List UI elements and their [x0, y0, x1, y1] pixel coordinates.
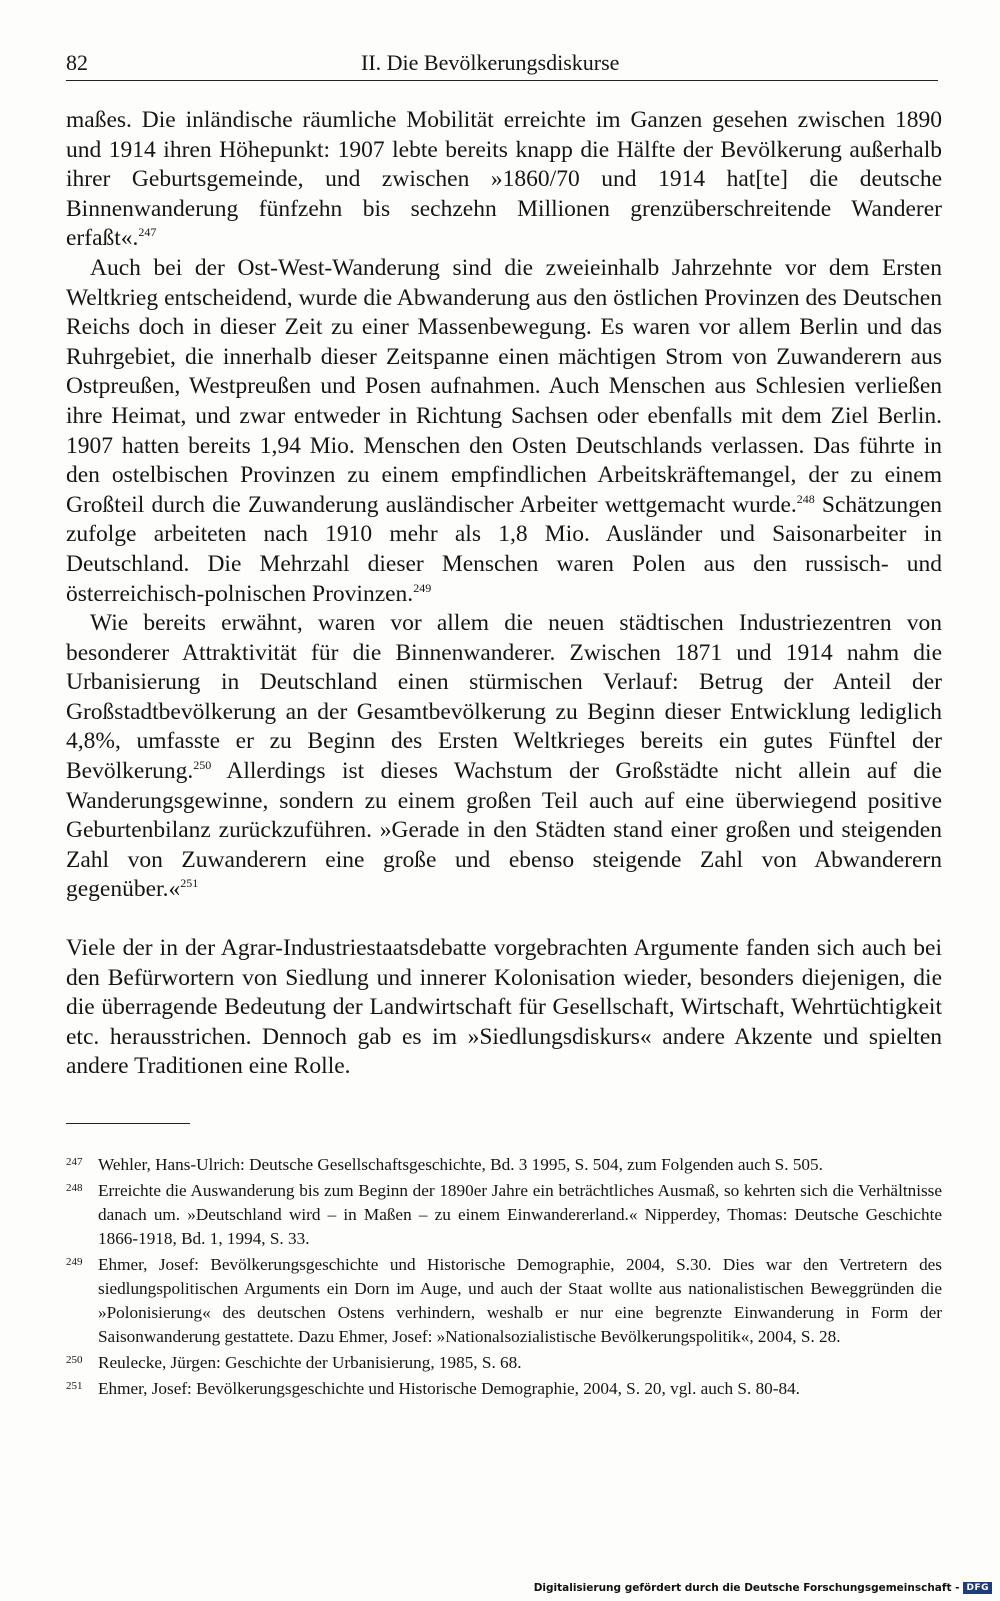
footnote-rule: [66, 1123, 190, 1124]
footnote-ref[interactable]: 249: [413, 580, 432, 595]
header-rule: [66, 80, 938, 81]
footnote-text: Ehmer, Josef: Bevölkerungsgeschichte und Historische Demographie, 2004, S. 20, vgl. auch S. 80-84.: [98, 1379, 800, 1398]
page-header: [66, 46, 938, 82]
paragraph-text: maßes. Die inländische räumliche Mobilität erreichte im Ganzen gesehen zwischen 1890 und 1914 ihren Höhepunkt: 1907 lebte bereits knapp die Hälfte der Bevölkerung außerhalb ihrer Geburtsgemeinde, und zwischen »1860/70 und 1914 hat[te] die deutsche Binnenwanderung fünfzehn bis sechzehn Millionen grenzüberschreitende Wanderer erfaßt«.: [66, 107, 942, 252]
footnote: [66, 1153, 942, 1177]
footnote-number: 247: [66, 1156, 83, 1168]
footnote-text: Erreichte die Auswanderung bis zum Beginn der 1890er Jahre ein beträchtliches Ausmaß, so kehrten sich die Verhältnisse danach um. »Deutschland wird – in Maßen – zu einem Einwandererland.« Nipperdey, Thomas: Deutsche Geschichte 1866-1918, Bd. 1, 1994, S. 33.: [98, 1181, 942, 1248]
running-title: II. Die Bevölkerungsdiskurse: [361, 50, 620, 75]
footnote-number: 249: [66, 1256, 83, 1268]
paragraph-text: Auch bei der Ost-West-Wanderung sind die zweieinhalb Jahrzehnte vor dem Ersten Weltkrieg entscheidend, wurde die Abwanderung aus den östlichen Provinzen des Deutschen Reichs doch in dieser Zeit zu einer Massenbewegung. Es waren vor allem Berlin und das Ruhrgebiet, die innerhalb dieser Zeitspanne einen mächtigen Strom von Zuwanderern aus Ostpreußen, Westpreußen und Posen aufnahmen. Auch Menschen aus Schlesien verließen ihre Heimat, und zwar entweder in Richtung Sachsen oder ebenfalls mit dem Ziel Berlin. 1907 hatten bereits 1,94 Mio. Menschen den Osten Deutschlands verlassen. Das führte in den ostelbischen Provinzen zu einem empfindlichen Arbeitskräftemangel, der zu einem Großteil durch die Zuwanderung ausländischer Arbeiter wettgemacht wurde.: [66, 254, 942, 518]
footnote: [66, 1179, 942, 1251]
paragraph-text: Wie bereits erwähnt, waren vor allem die neuen städtischen Industriezentren von besonderer Attraktivität für die Binnenwanderer. Zwischen 1871 und 1914 nahm die Urbanisierung in Deutschland einen stürmischen Verlauf: Betrug der Anteil der Großstadtbevölkerung an der Gesamtbevölkerung zu Beginn dieser Entwicklung lediglich 4,8%, umfasste er zu Beginn des Ersten Weltkrieges bereits ein gutes Fünftel der Bevölkerung.: [66, 610, 942, 785]
main-text: [66, 106, 942, 1082]
digitization-credit: [534, 1582, 992, 1594]
paragraph-text: Viele der in der Agrar-Industriestaatsdebatte vorgebrachten Argumente fanden sich auch bei den Befürwortern von Siedlung und innerer Kolonisation wieder, besonders diejenigen, die die überragende Bedeutung der Landwirtschaft für Gesellschaft, Wirtschaft, Wehrtüchtigkeit etc. herausstrichen. Dennoch gab es im »Siedlungsdiskurs« andere Akzente und spielten andere Traditionen eine Rolle.: [66, 935, 942, 1080]
footnote-number: 250: [66, 1354, 83, 1366]
footnote: [66, 1351, 942, 1375]
footnote-ref[interactable]: 248: [796, 491, 815, 506]
dfg-logo: DFG: [963, 1582, 992, 1594]
footnote-ref[interactable]: 251: [180, 876, 199, 891]
paragraph-text: Schätzungen zufolge arbeiteten nach 1910 mehr als 1,8 Mio. Ausländer und Saisonarbeiter in Deutschland. Die Mehrzahl dieser Menschen waren Polen aus den russisch- und österreichisch-polnischen Provinzen.: [66, 491, 943, 607]
footnote-ref[interactable]: 250: [193, 758, 212, 773]
paragraph-2: [66, 254, 942, 609]
footnote-ref[interactable]: 247: [138, 225, 157, 240]
page-number: 82: [66, 50, 88, 75]
footnote: [66, 1377, 942, 1401]
paragraph-3: [66, 609, 942, 905]
paragraph-4: [66, 934, 942, 1082]
footnote: [66, 1253, 942, 1349]
footnote-text: Ehmer, Josef: Bevölkerungsgeschichte und Historische Demographie, 2004, S.30. Dies war den Vertretern des siedlungspolitischen Arguments ein Dorn im Auge, und auch der Staat wollte aus nationalistischen Beweggründen die »Polonisierung« des deutschen Ostens verhindern, weshalb er nur eine begrenzte Einwanderung in Form der Saisonwanderung gestattete. Dazu Ehmer, Josef: »Nationalsozialistische Bevölkerungspolitik«, 2004, S. 28.: [98, 1255, 942, 1346]
credit-text: Digitalisierung gefördert durch die Deutsche Forschungsgemeinschaft -: [533, 1582, 960, 1594]
footnote-text: Wehler, Hans-Ulrich: Deutsche Gesellschaftsgeschichte, Bd. 3 1995, S. 504, zum Folgenden auch S. 505.: [98, 1155, 823, 1174]
footnotes: [66, 1153, 942, 1403]
footnote-text: Reulecke, Jürgen: Geschichte der Urbanisierung, 1985, S. 68.: [98, 1353, 522, 1372]
footnote-number: 248: [66, 1182, 83, 1194]
paragraph-1: [66, 106, 942, 254]
paragraph-text: Allerdings ist dieses Wachstum der Großstädte nicht allein auf die Wanderungsgewinne, sondern zu einem großen Teil auch auf eine überwiegend positive Geburtenbilanz zurückzuführen. »Gerade in den Städten stand einer großen und steigenden Zahl von Zuwanderern eine große und ebenso steigende Zahl von Abwanderern gegenüber.«: [66, 758, 942, 903]
footnote-number: 251: [66, 1380, 83, 1392]
